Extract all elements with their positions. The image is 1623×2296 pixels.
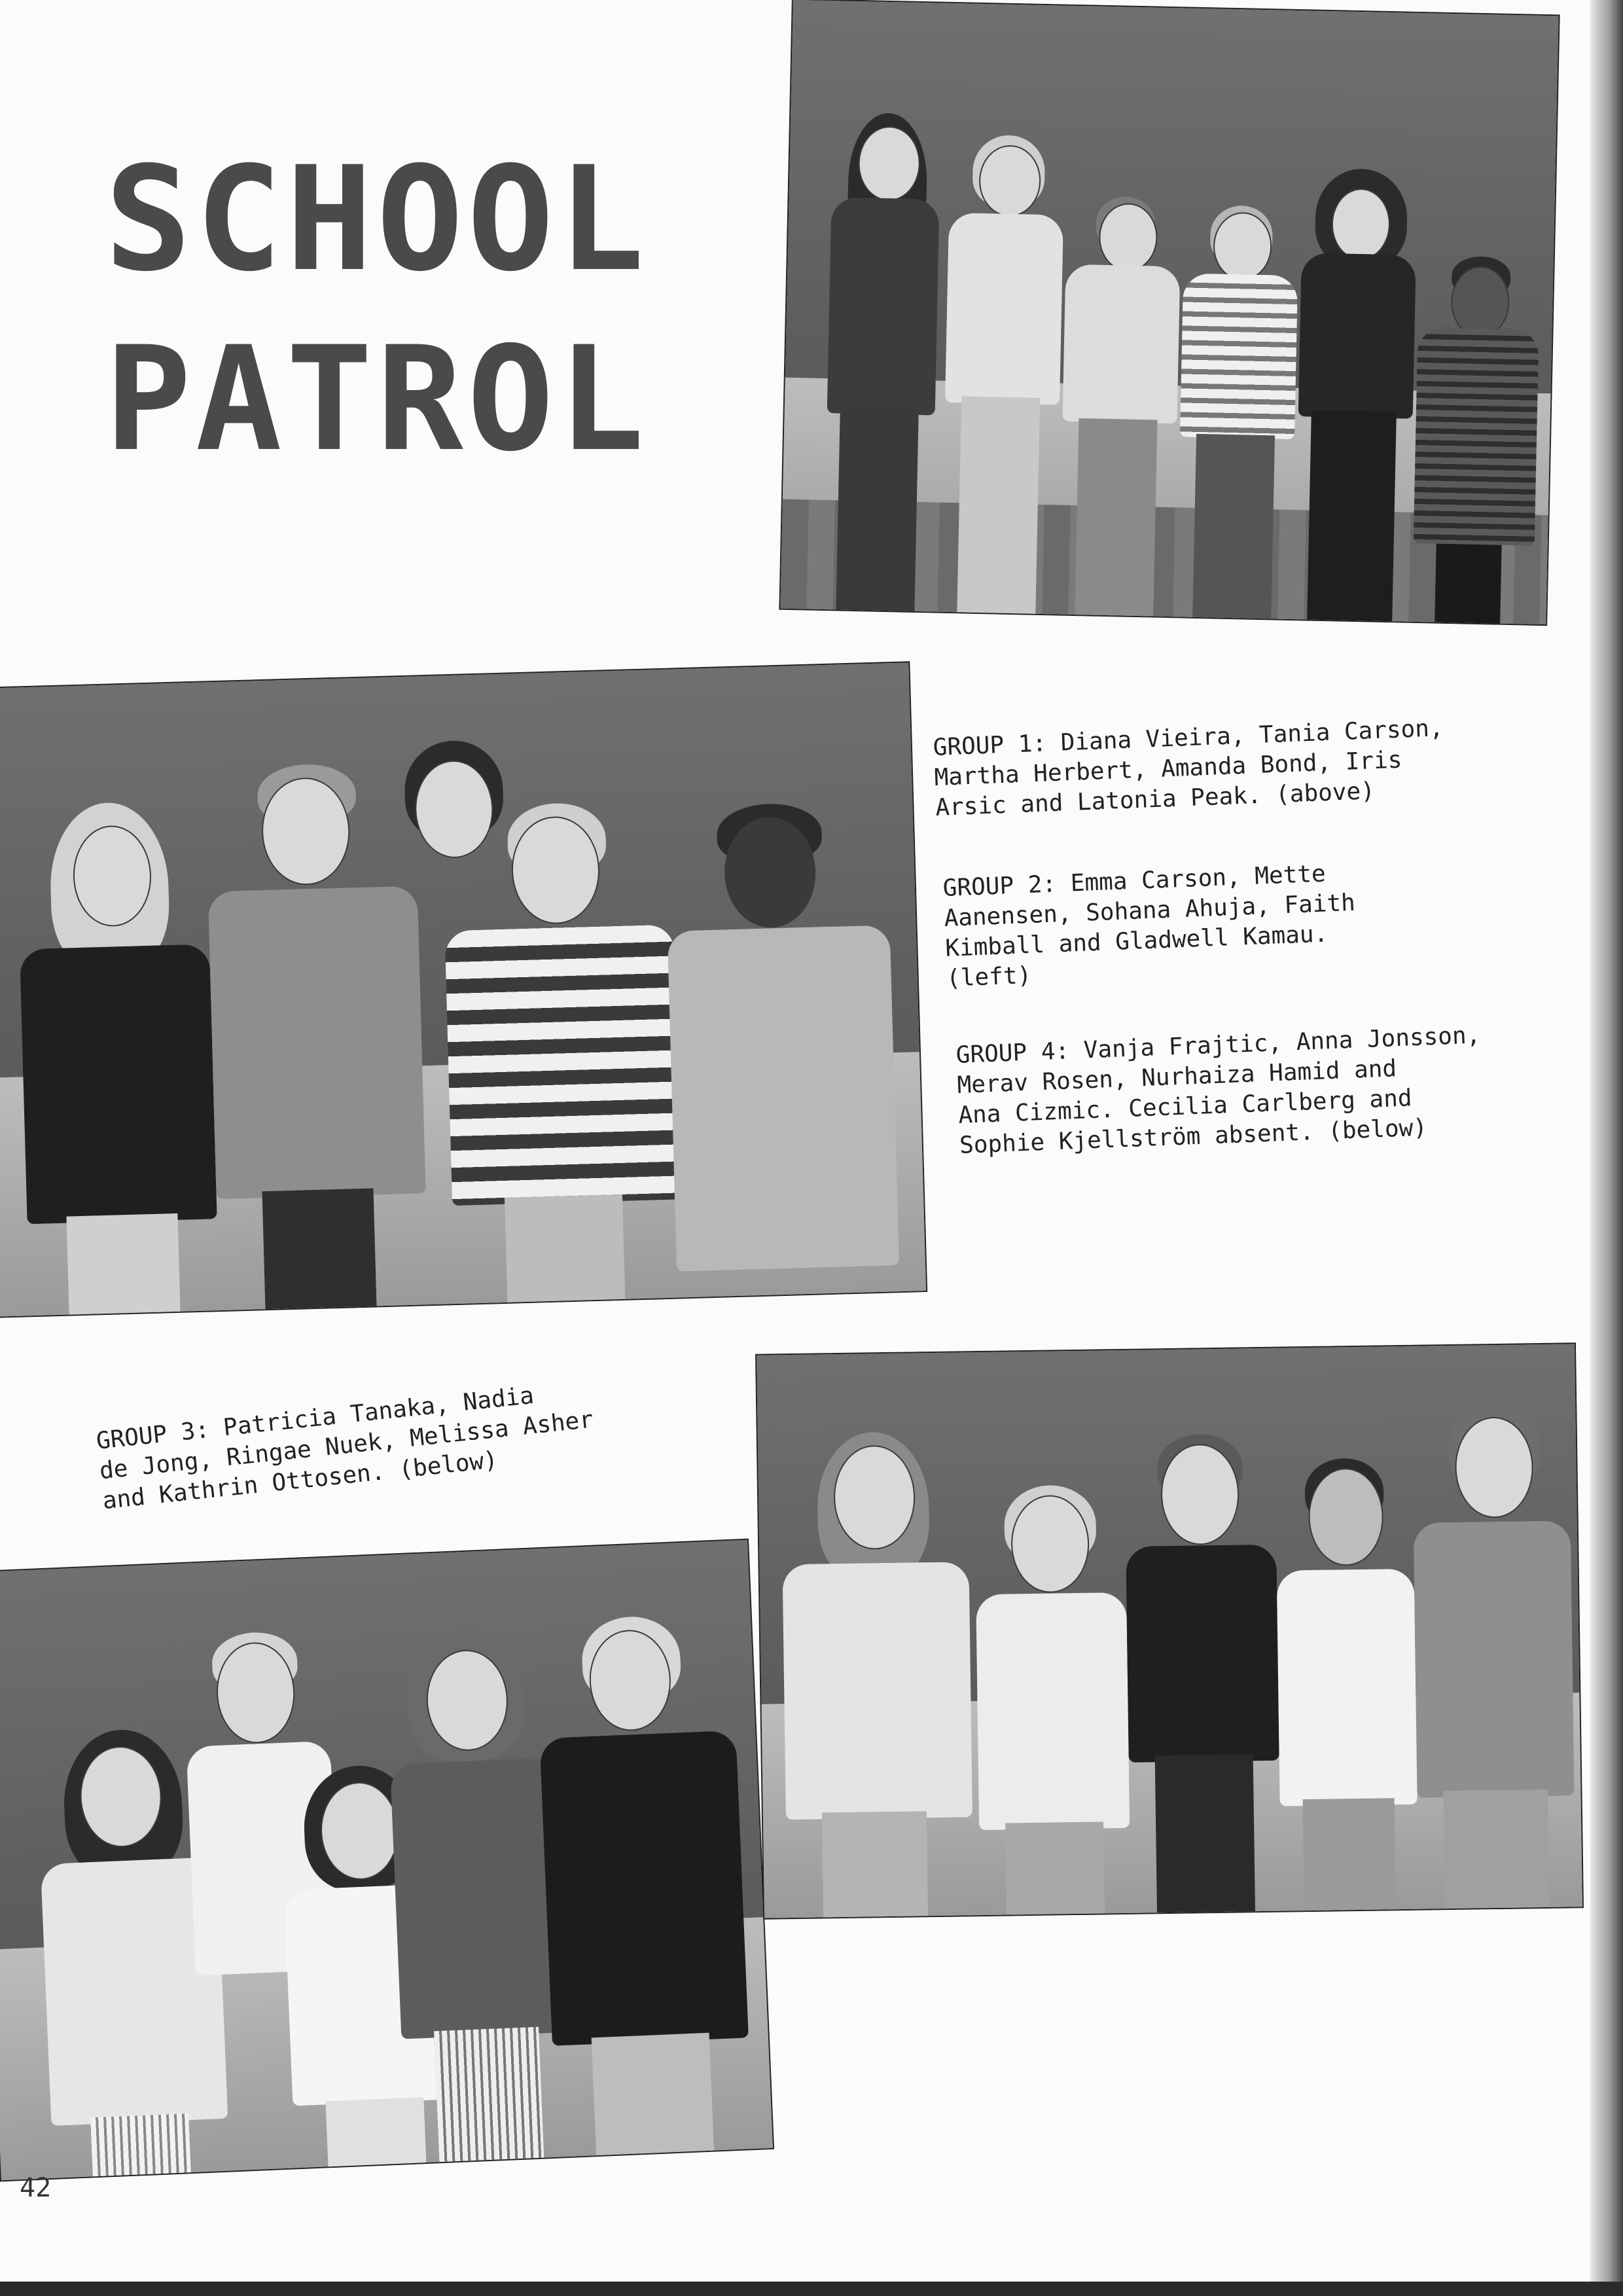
person-figure (937, 75, 1066, 615)
person-figure (1173, 99, 1302, 619)
person-figure (973, 1403, 1131, 1915)
page-bottom-edge (0, 2282, 1623, 2296)
person-figure (1124, 1388, 1281, 1913)
person-figure (1408, 124, 1543, 624)
person-figure (1291, 82, 1419, 622)
group-3-caption: GROUP 3: Patricia Tanaka, Nadia de Jong, Ringae Nuek, Melissa Asher and Kathrin Ottosen. (below) (95, 1382, 595, 1515)
group-1-photo (779, 0, 1560, 626)
person-figure (1274, 1386, 1419, 1911)
group-2-photo (0, 661, 927, 1318)
person-figure (1412, 1370, 1576, 1909)
person-figure (1055, 98, 1184, 617)
person-figure (433, 755, 684, 1304)
person-figure (662, 728, 900, 1297)
group-4-photo (755, 1342, 1584, 1919)
page-title-line-1: SCHOOL (105, 135, 649, 303)
person-figure (9, 774, 220, 1316)
page-title-line-2: PATROL (105, 315, 649, 483)
person-figure (777, 1391, 974, 1918)
group-1-caption: GROUP 1: Diana Vieira, Tania Carson, Martha Herbert, Amanda Bond, Iris Arsic and Latonia Peak. (above) (933, 715, 1444, 821)
page-number: 42 (20, 2173, 52, 2203)
person-figure (535, 1613, 753, 2157)
group-2-caption: GROUP 2: Emma Carson, Mette Aanensen, Sohana Ahuja, Faith Kimball and Gladwell Kamau. (left) (942, 860, 1356, 992)
group-4-caption: GROUP 4: Vanja Frajtic, Anna Jonsson, Merav Rosen, Nurhaiza Hamid and Ana Cizmic. Cecilia Carlberg and Sophie Kjellström absent. (below) (955, 1022, 1481, 1159)
person-figure (819, 73, 942, 611)
book-binding-edge (1590, 0, 1623, 2296)
group-3-photo (0, 1539, 774, 2182)
